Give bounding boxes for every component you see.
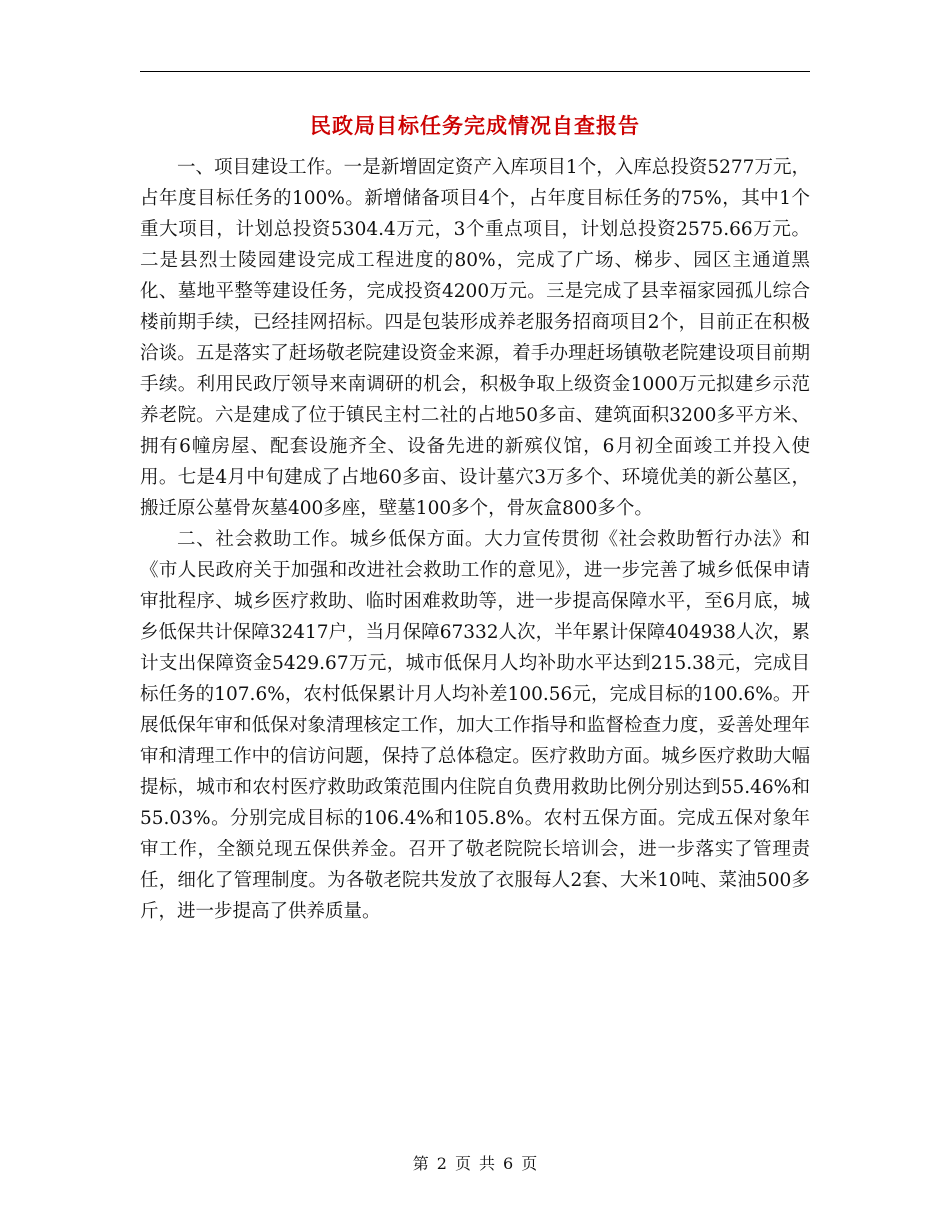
footer-current-page: 2 [436, 1154, 447, 1173]
footer-page-mid: 页 [454, 1154, 471, 1173]
footer-page-prefix: 第 [412, 1154, 429, 1173]
footer-total-pages: 6 [503, 1154, 514, 1173]
header-rule [140, 71, 810, 72]
document-body [140, 152, 810, 927]
document-title: 民政局目标任务完成情况自查报告 [310, 114, 640, 138]
footer-total-prefix: 共 [479, 1154, 496, 1173]
paragraph-project-construction: 一、项目建设工作。一是新增固定资产入库项目1个，入库总投资5277万元，占年度目标任务的100%。新增储备项目4个，占年度目标任务的75%，其中1个重大项目，计划总投资5304.4万元，3个重点项目，计划总投资2575.66万元。二是县烈士陵园建设完成工程进度的80%，完成了广场、梯步、园区主通道黑化、墓地平整等建设任务，完成投资4200万元。三是完成了县幸福家园孤儿综合楼前期手续，已经挂网招标。四是包装形成养老服务招商项目2个，目前正在积极洽谈。五是落实了赶场敬老院建设资金来源，着手办理赶场镇敬老院建设项目前期手续。利用民政厅领导来南调研的机会，积极争取上级资金1000万元拟建乡示范养老院。六是建成了位于镇民主村二社的占地50多亩、建筑面积3200多平方米、拥有6幢房屋、配套设施齐全、设备先进的新殡仪馆，6月初全面竣工并投入使用。七是4月中旬建成了占地60多亩、设计墓穴3万多个、环境优美的新公墓区，搬迁原公墓骨灰墓400多座，壁墓100多个，骨灰盒800多个。 [140, 157, 810, 519]
footer-page-suffix: 页 [521, 1154, 538, 1173]
page-footer [140, 1152, 810, 1176]
paragraph-social-assistance: 二、社会救助工作。城乡低保方面。大力宣传贯彻《社会救助暂行办法》和《市人民政府关于加强和改进社会救助工作的意见》，进一步完善了城乡低保申请审批程序、城乡医疗救助、临时困难救助等，进一步提高保障水平，至6月底，城乡低保共计保障32417户，当月保障67332人次，半年累计保障404938人次，累计支出保障资金5429.67万元，城市低保月人均补助水平达到215.38元，完成目标任务的107.6%，农村低保累计月人均补差100.56元，完成目标的100.6%。开展低保年审和低保对象清理核定工作，加大工作指导和监督检查力度，妥善处理年审和清理工作中的信访问题，保持了总体稳定。医疗救助方面。城乡医疗救助大幅提标，城市和农村医疗救助政策范围内住院自负费用救助比例分别达到55.46%和55.03%。分别完成目标的106.4%和105.8%。农村五保方面。完成五保对象年审工作，全额兑现五保供养金。召开了敬老院院长培训会，进一步落实了管理责任，细化了管理制度。为各敬老院共发放了衣服每人2套、大米10吨、菜油500多斤，进一步提高了供养质量。 [140, 529, 810, 922]
